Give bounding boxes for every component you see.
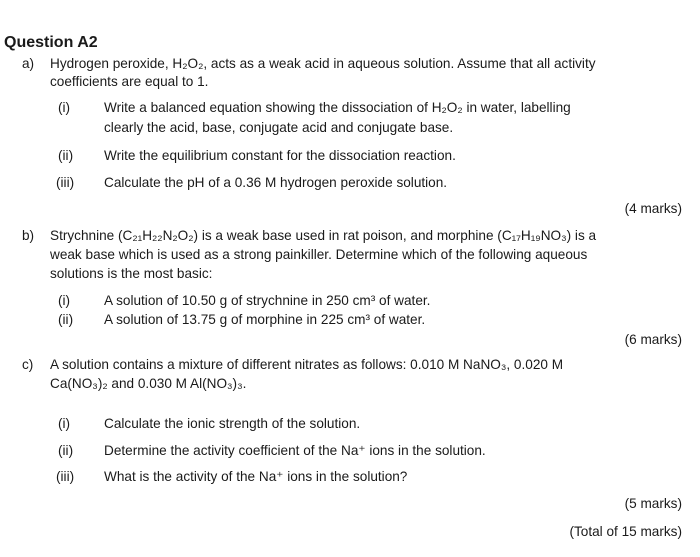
part-a-item-ii-num: (ii) [58, 148, 74, 163]
part-c-intro-line-1: A solution contains a mixture of different nitrates as follows: 0.010 M NaNO₃, 0.020 M [50, 357, 564, 372]
part-c-marks: (5 marks) [624, 496, 682, 511]
part-c-item-i-num: (i) [58, 416, 71, 431]
part-c-item-i-line-1: Calculate the ionic strength of the solution. [104, 416, 361, 431]
part-b-item-i-num: (i) [58, 293, 71, 308]
part-b-item-ii-line-1: A solution of 13.75 g of morphine in 225 cm³ of water. [104, 312, 426, 327]
part-b-marks: (6 marks) [624, 332, 682, 347]
part-c-item-iii-num: (iii) [56, 469, 75, 484]
question-title: Question A2 [4, 34, 98, 51]
part-c-item-iii-line-1: What is the activity of the Na⁺ ions in the solution? [104, 469, 408, 484]
part-a-intro-line-1: Hydrogen peroxide, H₂O₂, acts as a weak acid in aqueous solution. Assume that all activity [50, 56, 596, 71]
part-b-intro-line-2: weak base which is used as a strong painkiller. Determine which of the following aqueous [50, 247, 588, 262]
part-a-item-iii-line-1: Calculate the pH of a 0.36 M hydrogen peroxide solution. [104, 175, 448, 190]
part-b-item-ii-num: (ii) [58, 312, 74, 327]
part-a-label: a) [22, 56, 35, 71]
part-a-item-i-line-2: clearly the acid, base, conjugate acid and conjugate base. [104, 120, 454, 135]
part-a-intro-line-2: coefficients are equal to 1. [50, 74, 209, 89]
part-b-intro-line-1: Strychnine (C₂₁H₂₂N₂O₂) is a weak base used in rat poison, and morphine (C₁₇H₁₉NO₃) is a [50, 228, 597, 243]
part-b-item-i-line-1: A solution of 10.50 g of strychnine in 250 cm³ of water. [104, 293, 431, 308]
part-a-item-iii-num: (iii) [56, 175, 75, 190]
part-a-item-i-line-1: Write a balanced equation showing the dissociation of H₂O₂ in water, labelling [104, 100, 571, 115]
part-b-intro-line-3: solutions is the most basic: [50, 266, 213, 281]
part-a-item-ii-line-1: Write the equilibrium constant for the dissociation reaction. [104, 148, 456, 163]
part-c-intro-line-2: Ca(NO₃)₂ and 0.030 M Al(NO₃)₃. [50, 376, 247, 391]
part-a-marks: (4 marks) [624, 201, 682, 216]
part-a-item-i-num: (i) [58, 100, 71, 115]
part-c-item-ii-line-1: Determine the activity coefficient of the Na⁺ ions in the solution. [104, 443, 486, 458]
part-b-label: b) [22, 228, 35, 243]
part-c-label: c) [22, 357, 34, 372]
total-marks: (Total of 15 marks) [569, 524, 682, 539]
part-c-item-ii-num: (ii) [58, 443, 74, 458]
